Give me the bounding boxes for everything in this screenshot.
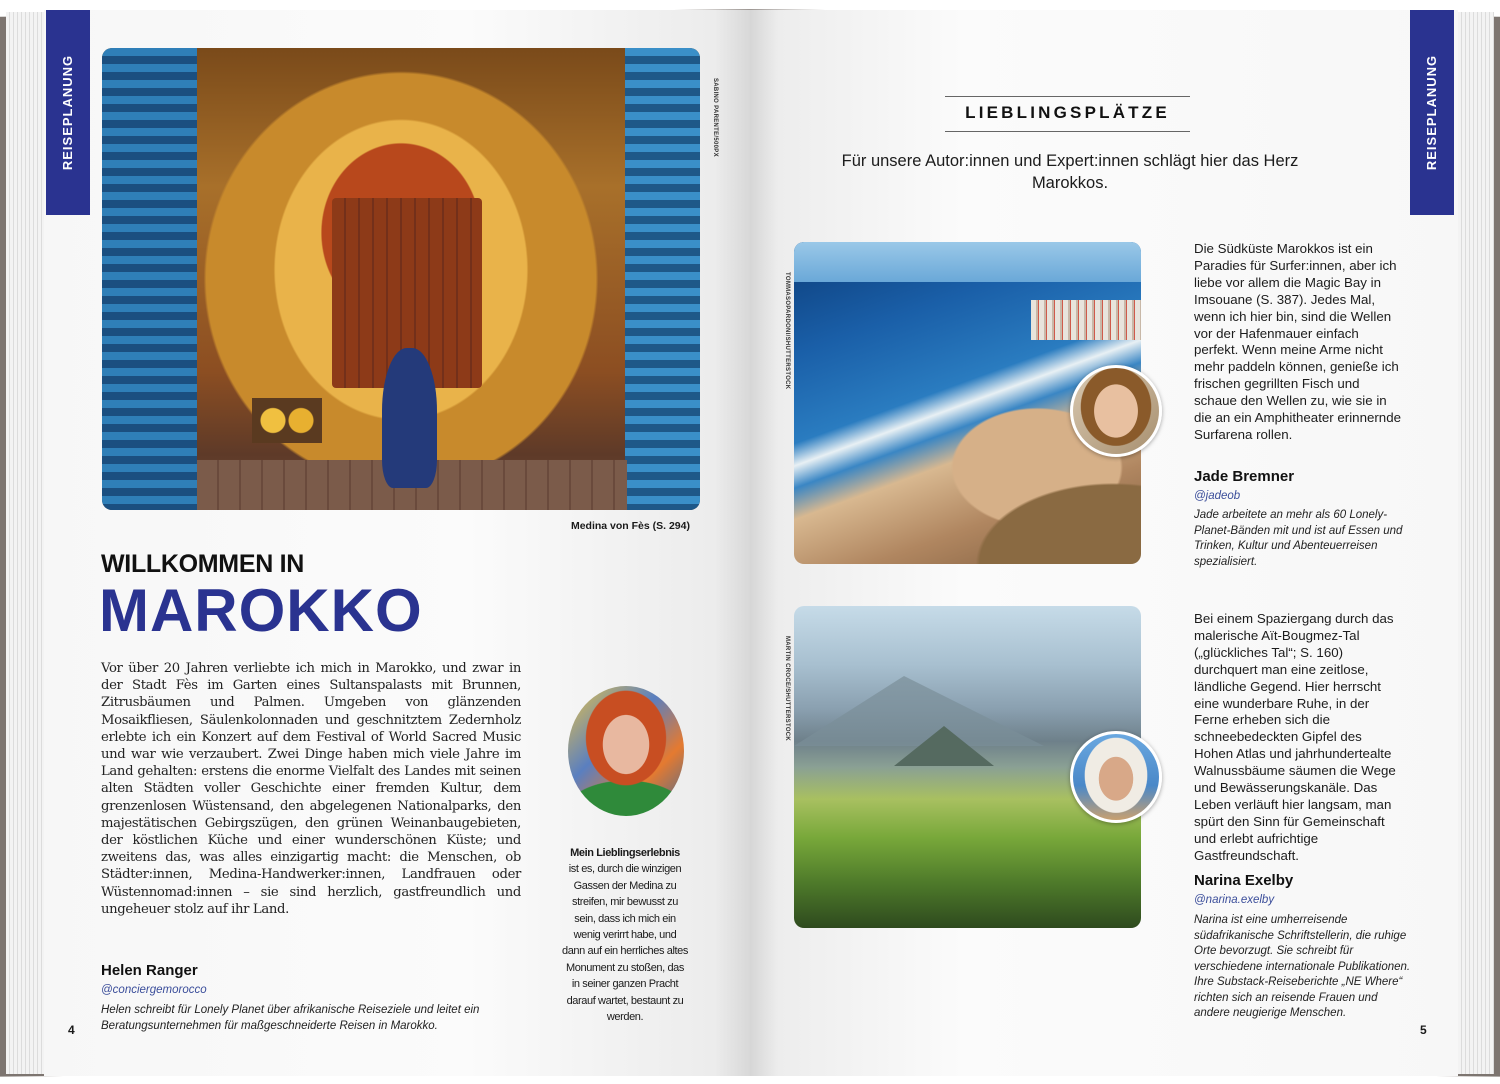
- mountain-peak: [894, 726, 994, 766]
- page-stack-right: [1454, 12, 1494, 1074]
- section-tab: [46, 10, 90, 215]
- author-handle[interactable]: @narina.exelby: [1194, 894, 1275, 906]
- favourite-experience: [561, 845, 689, 1025]
- intro-paragraph: Vor über 20 Jahren verliebte ich mich in Marokko, und zwar in der Stadt Fès im Garten eines Sultanspalasts mit Brunnen, Zitrusbäumen und Palmen. Umgeben von glänzenden Mosaikfliesen, Säulenkolonnaden und geschnitztem Zedernholz erlebte ich ein Konzert auf dem Festival of World Sacred Music und war wie verzaubert. Zwei Dinge haben mich viele Jahre im Land gehalten: erstens die enorme Vielfalt des Landes mit seinen alten Städten voller Geschichte einer fremden Kultur, dem grenzenlosen Wüstensand, den abgelegenen Nationalparks, den majestätischen Gebirgszügen, den grünen Weinanbaugebieten, der köstlichen Küche und einer wunderschönen Küste; und zweitens das, was alles einzigartig macht: die Menschen, ob Städter:innen, Medina-Handwerker:innen, Landfrauen oder Wüstennomad:innen – sie sind herzlich, gastfreundlich und ungeheuer stolz auf ihr Land.: [101, 661, 521, 917]
- heading-country: MAROKKO: [99, 577, 423, 644]
- heading-welcome: WILLKOMMEN IN: [101, 550, 305, 578]
- coastal-town: [1031, 300, 1141, 340]
- section-tab: [1410, 10, 1454, 215]
- section-subtitle: Für unsere Autor:innen und Expert:innen schlägt hier das Herz Marokkos.: [841, 152, 1299, 192]
- walking-woman: [382, 348, 437, 488]
- photo-medina-fes: [102, 48, 700, 510]
- page-number: 5: [1420, 1023, 1427, 1037]
- favourite-label: Mein Lieblingserlebnis: [570, 847, 680, 859]
- rule-bottom: [945, 131, 1190, 132]
- photo-caption: Medina von Fès (S. 294): [570, 520, 690, 532]
- author-bio: Narina ist eine umherreisende südafrikanische Schriftstellerin, die ruhige Orte bevorzugt. Sie schreibt für verschiedene internationale Publikationen. Ihre Substack-Reiseberichte „NE Where“ richten sich an reisende Frauen und andere neugierige Menschen.: [1194, 914, 1411, 1019]
- author-avatar-jade: [1070, 365, 1162, 457]
- author-name: Narina Exelby: [1194, 872, 1294, 889]
- author-name: Helen Ranger: [101, 962, 198, 979]
- tiled-pillar-left: [102, 48, 197, 510]
- tiled-pillar-right: [625, 48, 700, 510]
- page-number: 4: [68, 1023, 75, 1037]
- fruit-stall: [252, 398, 322, 443]
- section-tab-label: REISEPLANUNG: [1424, 54, 1440, 171]
- author-handle[interactable]: @conciergemorocco: [101, 984, 207, 996]
- photo-credit: MARTIN CROCE/SHUTTERSTOCK: [784, 636, 790, 742]
- place-text: Die Südküste Marokkos ist ein Paradies für Surfer:innen, aber ich liebe vor allem die Magic Bay in Imsouane (S. 387). Jedes Mal, wenn ich hier bin, sind die Wellen vor der Hafenmauer einfach perfekt. Wenn meine Arme nicht mehr paddeln können, genieße ich frischen gegrillten Fisch und schaue den Wellen zu, wie sie in die an ein Amphitheater erinnernde Surfarena rollen.: [1194, 241, 1401, 442]
- left-page: [44, 10, 750, 1076]
- author-name: Jade Bremner: [1194, 468, 1295, 485]
- section-title: LIEBLINGSPLÄTZE: [965, 103, 1170, 122]
- photo-credit: TOMMASOPARDONI/SHUTTERSTOCK: [784, 272, 790, 390]
- sky: [794, 242, 1141, 282]
- photo-credit: SABINO PARENTE/500PX: [712, 78, 718, 157]
- author-avatar-narina: [1070, 731, 1162, 823]
- section-tab-label: REISEPLANUNG: [60, 54, 76, 171]
- author-bio: Helen schreibt für Lonely Planet über afrikanische Reiseziele und leitet ein Beratungsunternehmen für maßgeschneiderte Reisen in Marokko.: [101, 1004, 480, 1032]
- author-avatar-helen: [568, 686, 684, 816]
- author-handle[interactable]: @jadeob: [1194, 490, 1241, 502]
- section-title-block: [945, 96, 1190, 132]
- place-text: Bei einem Spaziergang durch das malerische Aït-Bougmez-Tal („glückliches Tal“; S. 160) durchquert man eine zeitlose, ländliche Gegend. Hier herrscht eine wunderbare Ruhe, in der Ferne erheben sich die schneebedeckten Gipfel des Hohen Atlas und jahrhundertealte Walnussbäume säumen die Wege und Bewässerungskanäle. Das Leben verläuft hier langsam, man spürt den Sinn für Gemeinschaft und erlebt aufrichtige Gastfreundschaft.: [1194, 611, 1396, 863]
- favourite-text: ist es, durch die winzigen Gassen der Medina zu streifen, mir bewusst zu sein, dass ich mich ein wenig verirrt habe, und dann auf ein herrliches altes Monument zu stoßen, das in seiner ganzen Pracht darauf wartet, bestaunt zu werden.: [562, 863, 688, 1024]
- author-bio: Jade arbeitete an mehr als 60 Lonely-Planet-Bänden mit und ist auf Essen und Trinken, Kultur und Abenteuerreisen spezialisiert.: [1194, 509, 1403, 568]
- page-stack-left: [6, 12, 48, 1074]
- right-page: [750, 10, 1458, 1076]
